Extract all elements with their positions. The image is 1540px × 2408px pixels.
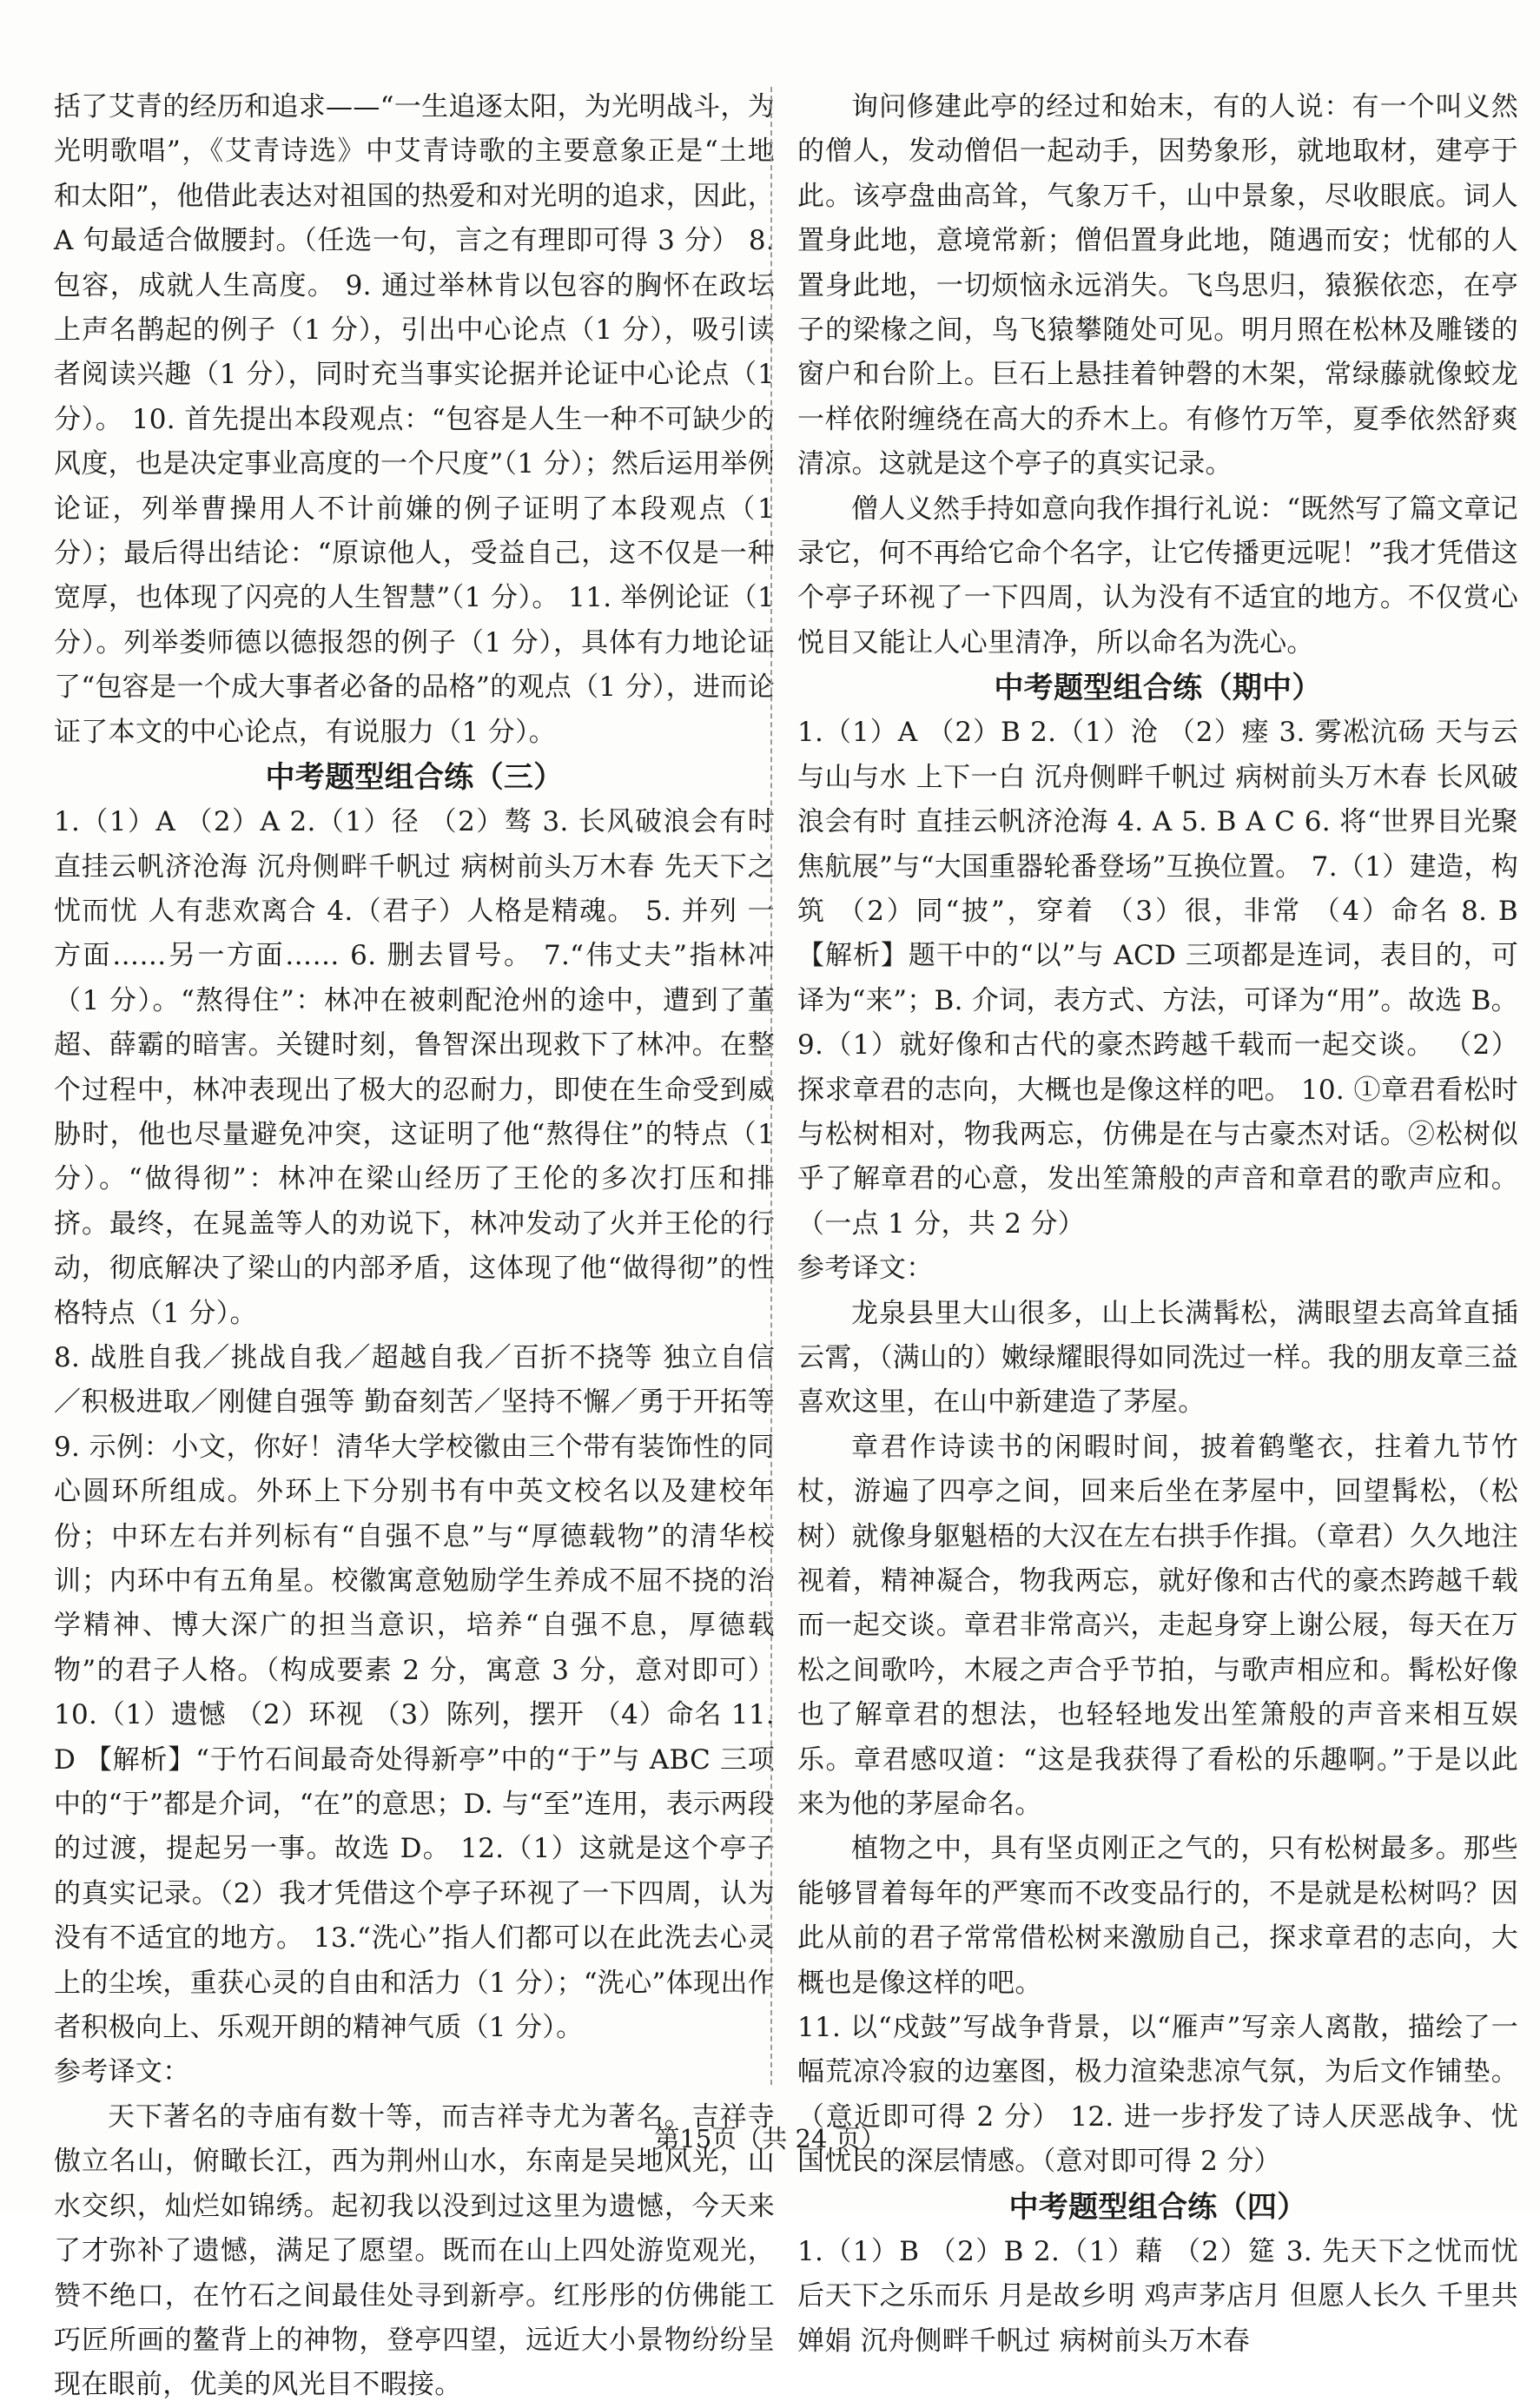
translation-label: 参考译文： [797,1253,934,1285]
translation-paragraph: 询问修建此亭的经过和始末，有的人说：有一个叫义然的僧人，发动僧侣一起动手，因势象形，就地取材，建亭于此。该亭盘曲高耸，气象万千，山中景象，尽收眼底。词人置身此地，意境常新；僧侣置身此地，随遇而安；忧郁的人置身此地，一切烦恼永远消失。飞鸟思归，猿猴依恋，在亭子的梁椽之间，鸟飞猿攀随处可见。明月照在松林及雕镂的窗户和台阶上。巨石上悬挂着钟磬的木架，常绿藤就像蛟龙一样依附缠绕在高大的乔木上。有修竹万竿，夏季依然舒爽清凉。这就是这个亭子的真实记录。 [797,91,1518,480]
answer-paragraph: 1.（1）A （2）A 2.（1）径 （2）骜 3. 长风破浪会有时 直挂云帆济沧海 沉舟侧畔千帆过 病树前头万木春 先天下之忧而忧 人有悲欢离合 4.（君子）人格是精魂。 5. 并列 一方面……另一方面…… 6. 删去冒号。 7.“伟丈夫”指林冲（1 分）。“熬得住”：林冲在被刺配沧州的途中，遭到了董超、薛霸的暗害。关键时刻，鲁智深出现救下了林冲。在整个过程中，林冲表现出了极大的忍耐力，即使在生命受到威胁时，他也尽量避免冲突，这证明了他“熬得住”的特点（1 分）。“做得彻”：林冲在梁山经历了王伦的多次打压和排挤。最终，在晁盖等人的劝说下，林冲发动了火并王伦的行动，彻底解决了梁山的内部矛盾，这体现了他“做得彻”的性格特点（1 分）。 [54,806,775,1329]
answer-paragraph: 1.（1）B （2）B 2.（1）藉 （2）筵 3. 先天下之忧而忧 后天下之乐而乐 月是故乡明 鸡声茅店月 但愿人长久 千里共婵娟 沉舟侧畔千帆过 病树前头万木春 [797,2235,1518,2357]
translation-paragraph: 僧人义然手持如意向我作揖行礼说：“既然写了篇文章记录它，何不再给它命个名字，让它传播更远呢！”我才凭借这个亭子环视了一下四周，认为没有不适宜的地方。不仅赏心悦目又能让人心里清净，所以命名为洗心。 [797,493,1518,658]
column-divider [770,87,772,2085]
translation-paragraph: 章君作诗读书的闲暇时间，披着鹤氅衣，拄着九节竹杖，游遍了四亭之间，回来后坐在茅屋中，回望髯松，（松树）就像身躯魁梧的大汉在左右拱手作揖。（章君）久久地注视着，精神凝合，物我两忘，就好像和古代的豪杰跨越千载而一起交谈。章君非常高兴，走起身穿上谢公屐，每天在万松之间歌吟，木屐之声合乎节拍，与歌声相应和。髯松好像也了解章君的想法，也轻轻地发出笙箫般的声音来相互娱乐。章君感叹道：“这是我获得了看松的乐趣啊。”于是以此来为他的茅屋命名。 [797,1431,1518,1821]
section-heading: 中考题型组合练（期中） [994,671,1322,706]
left-column [54,85,775,2408]
translation-paragraph: 植物之中，具有坚贞刚正之气的，只有松树最多。那些能够冒着每年的严寒而不改变品行的，不是就是松树吗？因此从前的君子常常借松树来激励自己，探求章君的志向，大概也是像这样的吧。 [797,1833,1518,1999]
right-column [797,85,1518,2364]
section-heading: 中考题型组合练（四） [1008,2189,1307,2225]
answer-paragraph: 1.（1）A （2）B 2.（1）沧 （2）瘗 3. 雾凇沆砀 天与云与山与水 上下一白 沉舟侧畔千帆过 病树前头万木春 长风破浪会有时 直挂云帆济沧海 4. A 5. B A C 6. 将“世界目光聚焦航展”与“大国重器轮番登场”互换位置。 7.（1）建造，构筑 （2）同“披”，穿着 （3）很，非常 （4）命名 8. B 【解析】题干中的“以”与 ACD 三项都是连词，表目的，可译为“来”；B. 介词，表方式、方法，可译为“用”。故选 B。 9.（1）就好像和古代的豪杰跨越千载而一起交谈。 （2）探求章君的志向，大概也是像这样的吧。 10. ①章君看松时与松树相对，物我两忘，仿佛是在与古豪杰对话。②松树似乎了解章君的心意，发出笙箫般的声音和章君的歌声应和。（一点 1 分，共 2 分） [797,717,1518,1240]
answer-paragraph: 11. 以“戍鼓”写战争背景，以“雁声”写亲人离散，描绘了一幅荒凉冷寂的边塞图，极力渲染悲凉气氛，为后文作铺垫。（意近即可得 2 分） 12. 进一步抒发了诗人厌恶战争、忧国忧民的深层情感。（意对即可得 2 分） [797,2012,1518,2178]
answer-paragraph: 括了艾青的经历和追求——“一生追逐太阳，为光明战斗，为光明歌唱”，《艾青诗选》中艾青诗歌的主要意象正是“土地和太阳”，他借此表达对祖国的热爱和对光明的追求，因此，A 句最适合做腰封。（任选一句，言之有理即可得 3 分） 8. 包容，成就人生高度。 9. 通过举林肯以包容的胸怀在政坛上声名鹊起的例子（1 分），引出中心论点（1 分），吸引读者阅读兴趣（1 分），同时充当事实论据并论证中心论点（1 分）。 10. 首先提出本段观点：“包容是人生一种不可缺少的风度，也是决定事业高度的一个尺度”（1 分）；然后运用举例论证，列举曹操用人不计前嫌的例子证明了本段观点（1 分）；最后得出结论：“原谅他人，受益自己，这不仅是一种宽厚，也体现了闪亮的人生智慧”（1 分）。 11. 举例论证（1 分）。列举娄师德以德报怨的例子（1 分），具体有力地论证了“包容是一个成大事者必备的品格”的观点（1 分），进而论证了本文的中心论点，有说服力（1 分）。 [54,91,775,748]
translation-label: 参考译文： [54,2056,190,2088]
section-heading: 中考题型组合练（三） [265,760,564,796]
translation-paragraph: 天下著名的寺庙有数十等，而吉祥寺尤为著名。吉祥寺傲立名山，俯瞰长江，西为荆州山水，东南是吴地风光，山水交织，灿烂如锦绣。起初我以没到过这里为遗憾，今天来了才弥补了遗憾，满足了愿望。既而在山上四处游览观光，赞不绝口，在竹石之间最佳处寻到新亭。红彤彤的仿佛能工巧匠所画的鳌背上的神物，登亭四望，远近大小景物纷纷呈现在眼前，优美的风光目不暇接。 [54,2100,775,2401]
answer-paragraph: 8. 战胜自我／挑战自我／超越自我／百折不挠等 独立自信／积极进取／刚健自强等 勤奋刻苦／坚持不懈／勇于开拓等 9. 示例：小文，你好！清华大学校徽由三个带有装饰性的同心圆环所组成。外环上下分别书有中英文校名以及建校年份；中环左右并列标有“自强不息”与“厚德载物”的清华校训；内环中有五角星。校徽寓意勉励学生养成不屈不挠的治学精神、博大深广的担当意识，培养“自强不息，厚德载物”的君子人格。（构成要素 2 分，寓意 3 分，意对即可） 10.（1）遗憾 （2）环视 （3）陈列，摆开 （4）命名 11. D 【解析】“于竹石间最奇处得新亭”中的“于”与 ABC 三项中的“于”都是介词，“在”的意思；D. 与“至”连用，表示两段的过渡，提起另一事。故选 D。 12.（1）这就是这个亭子的真实记录。（2）我才凭借这个亭子环视了一下四周，认为没有不适宜的地方。 13.“洗心”指人们都可以在此洗去心灵上的尘埃，重获心灵的自由和活力（1 分）；“洗心”体现出作者积极向上、乐观开朗的精神气质（1 分）。 [54,1341,775,2044]
translation-paragraph: 龙泉县里大山很多，山上长满髯松，满眼望去高耸直插云霄，（满山的）嫩绿耀眼得如同洗过一样。我的朋友章三益喜欢这里，在山中新建造了茅屋。 [797,1297,1518,1419]
page-number: 第15页（共 24 页） [654,2124,886,2153]
